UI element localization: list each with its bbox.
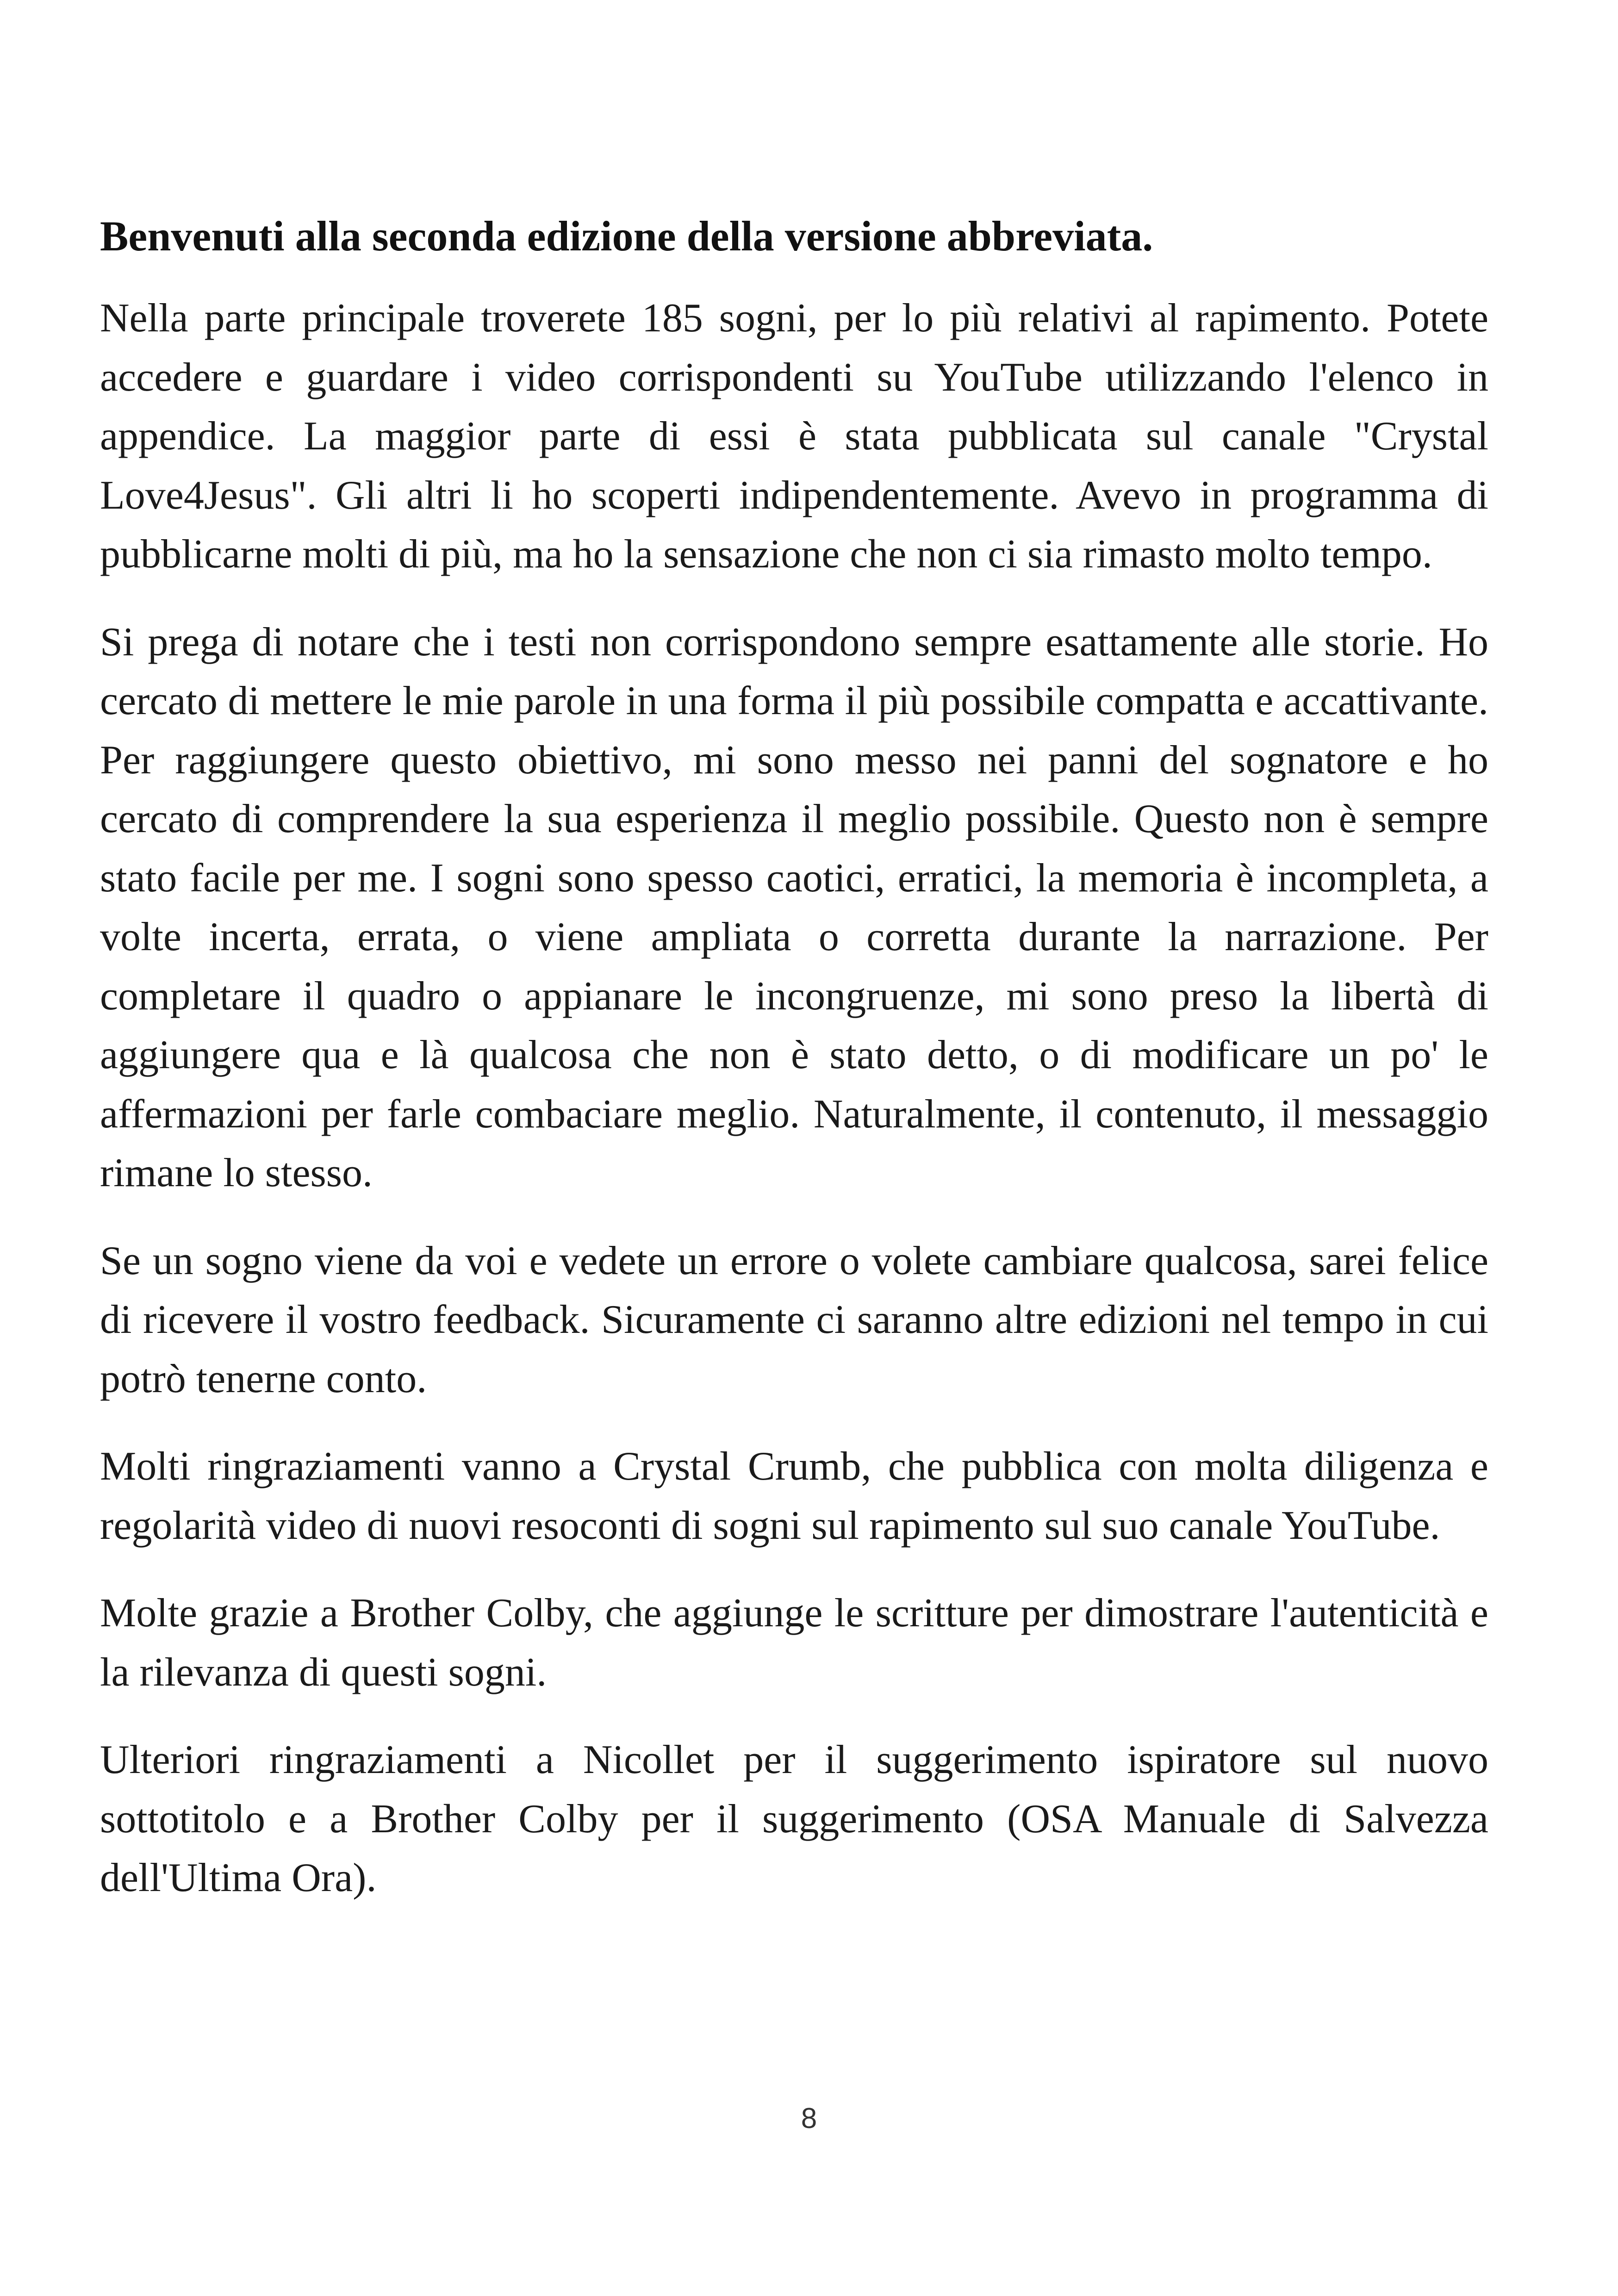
paragraph-feedback: Se un sogno viene da voi e vedete un errore o volete cambiare qualcosa, sarei felice di ricevere il vostro feedback. Sicuramente ci saranno altre edizioni nel tempo in cui potrò tenerne conto. bbox=[100, 1238, 1488, 1401]
page-number: 8 bbox=[801, 2103, 817, 2134]
paragraph-intro: Nella parte principale troverete 185 sogni, per lo più relativi al rapimento. Potete accedere e guardare i video corrispondenti su YouTube utilizzando l'elenco in appendice. La maggior parte di essi è stata pubblicata sul canale "Crystal Love4Jesus". Gli altri li ho scoperti indipendentemente. Avevo in programma di pubblicarne molti di più, ma ho la sensazione che non ci sia rimasto molto tempo. bbox=[100, 296, 1488, 577]
paragraph-thanks-colby: Molte grazie a Brother Colby, che aggiunge le scritture per dimostrare l'autenticità e la rilevanza di questi sogni. bbox=[100, 1591, 1488, 1695]
page-content bbox=[100, 204, 1488, 1936]
paragraph-thanks-nicollet: Ulteriori ringraziamenti a Nicollet per il suggerimento ispiratore sul nuovo sottotitolo e a Brother Colby per il suggerimento (OSA Manuale di Salvezza dell'Ultima Ora). bbox=[100, 1737, 1488, 1900]
section-heading: Benvenuti alla seconda edizione della versione abbreviata. bbox=[100, 212, 1153, 260]
paragraph-note-on-texts: Si prega di notare che i testi non corrispondono sempre esattamente alle storie. Ho cercato di mettere le mie parole in una forma il più possibile compatta e accattivante. Per raggiungere questo obiettivo, mi sono messo nei panni del sognatore e ho cercato di comprendere la sua esperienza il meglio possibile. Questo non è sempre stato facile per me. I sogni sono spesso caotici, erratici, la memoria è incompleta, a volte incerta, errata, o viene ampliata o corretta durante la narrazione. Per completare il quadro o appianare le incongruenze, mi sono preso la libertà di aggiungere qua e là qualcosa che non è stato detto, o di modificare un po' le affermazioni per farle combaciare meglio. Naturalmente, il contenuto, il messaggio rimane lo stesso. bbox=[100, 619, 1488, 1195]
paragraph-thanks-crystal: Molti ringraziamenti vanno a Crystal Crumb, che pubblica con molta diligenza e regolarità video di nuovi resoconti di sogni sul rapimento sul suo canale YouTube. bbox=[100, 1444, 1488, 1548]
